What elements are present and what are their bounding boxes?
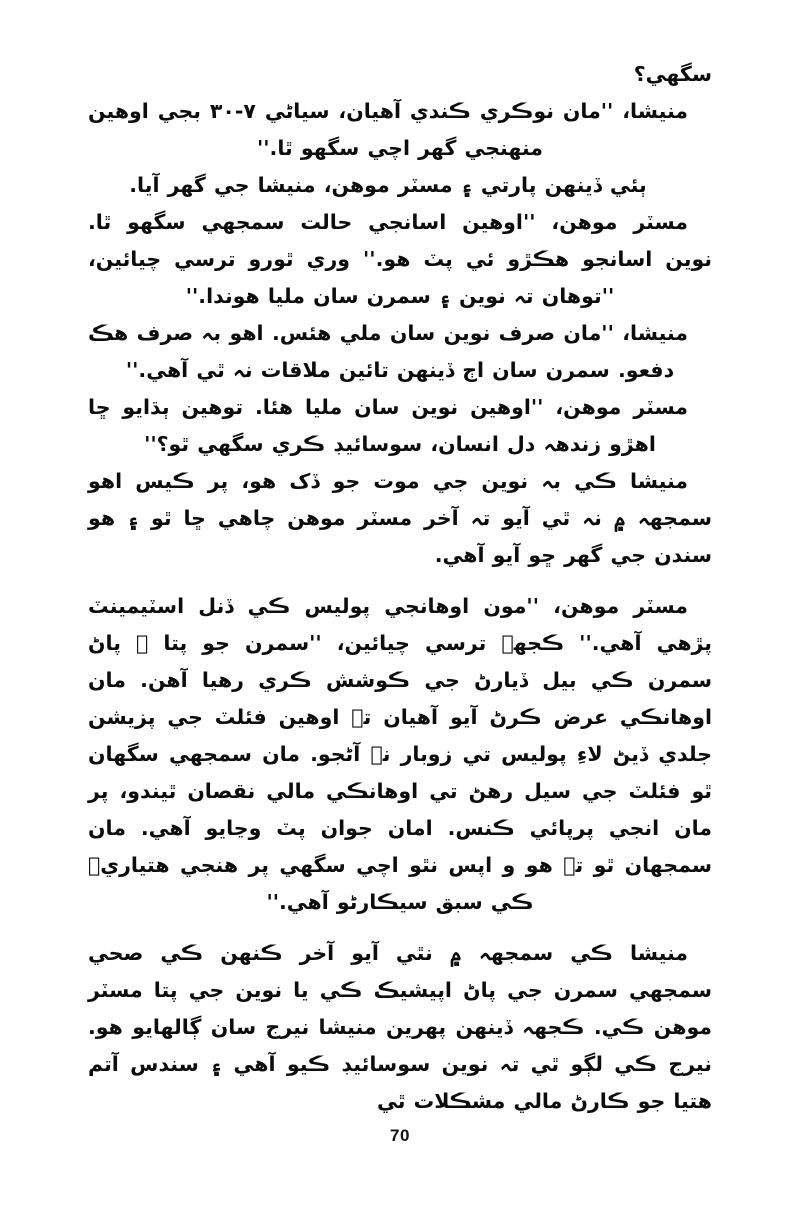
paragraph-dialogue-mohan-1: مسٽر موهن، ''اوهين اسانجي حالت سمجهي سگهو ٿا. نوين اسانجو هڪڙو ئي پٽ هو.'' وري ٿورو ترسي چيائين، ''توهان تہ نوين ۽ سمرن سان مليا هوندا.'': [88, 210, 712, 308]
paragraph-dialogue-mohan-3: مسٽر موهن، ''مون اوهانجي پوليس ڪي ڏنل اسٽيمينٽ پڙهي آهي.'' ڪجهہ ترسي چيائين، ''سمرن جو پتا ۽ پاڻ سمرن ڪي بيل ڏيارڻ جي ڪوشش ڪري رهيا آهن. مان اوهانڪي عرض ڪرڻ آيو آهيان تہ اوهين فئلٽ جي پزيشن جلدي ڏيڻ لاءِ پوليس تي زوبار نہ آڻجو. مان سمجهي سگهان ٿو فئلٽ جي سيل رهڻ تي اوهانڪي مالي نقصان ٿيندو، پر مان انجي پرپائي ڪنس. امان جوان پٽ وڃايو آهي. مان سمجهان ٿو تہ هو و اپس نٿو اچي سگهي پر هنجي هتياري٘ ڪي سبق سيڪارڻو آهي.'': [88, 594, 712, 914]
paragraph-narration-2: منيشا ڪي بہ نوين جي موت جو ڏک هو، پر ڪيس اهو سمجهہ ۾ نہ ٿي آيو تہ آخر مسٽر موهن چاهي ڇا ٿو ۽ هو سندن جي گهر ڇو آيو آهي.: [88, 469, 712, 567]
paragraph-spacer-2: [88, 921, 712, 935]
paragraph-continuation: سگهي؟: [633, 62, 712, 86]
page-number: 70: [390, 1126, 410, 1145]
paragraph-narration-1: ٻئي ڏينهن پارتي ۽ مسٽر موهن، منيشا جي گهر آيا.: [129, 173, 647, 197]
paragraph-dialogue-mohan-2: مسٽر موهن، ''اوهين نوين سان مليا هئا. توهين ٻڌايو ڇا اهڙو زندهہ دل انسان، سوسائيڊ ڪري سگهي ٿو؟'': [88, 395, 688, 456]
paragraph-dialogue-minisha-2: منيشا، ''مان صرف نوين سان ملي هئس. اهو بہ صرف هڪ دفعو. سمرن سان اڄ ڏينهن تائين ملاقات نہ ٿي آهي.'': [88, 321, 688, 382]
paragraph-spacer: [88, 574, 712, 588]
paragraph-dialogue-minisha-1: منيشا، ''مان نوڪري ڪندي آهيان، سياڻي ٧-٣٠ بجي اوهين منهنجي گهر اچي سگهو ٿا.'': [88, 99, 688, 160]
text-column: [88, 56, 712, 1120]
paragraph-narration-3: منيشا ڪي سمجهہ ۾ نٿي آيو آخر ڪنهن ڪي صحي سمجهي سمرن جي پاڻ اپيشيڪ ڪي يا نوين جي پتا مسٽر موهن ڪي. ڪجهہ ڏينهن پهرين منيشا نيرج سان ڳالهايو هو. نيرج ڪي لڳو ٿي تہ نوين سوسائيڊ ڪيو آهي ۽ سندس آتم هتيا جو ڪارڻ مالي مشڪلات ٿي: [88, 941, 712, 1113]
